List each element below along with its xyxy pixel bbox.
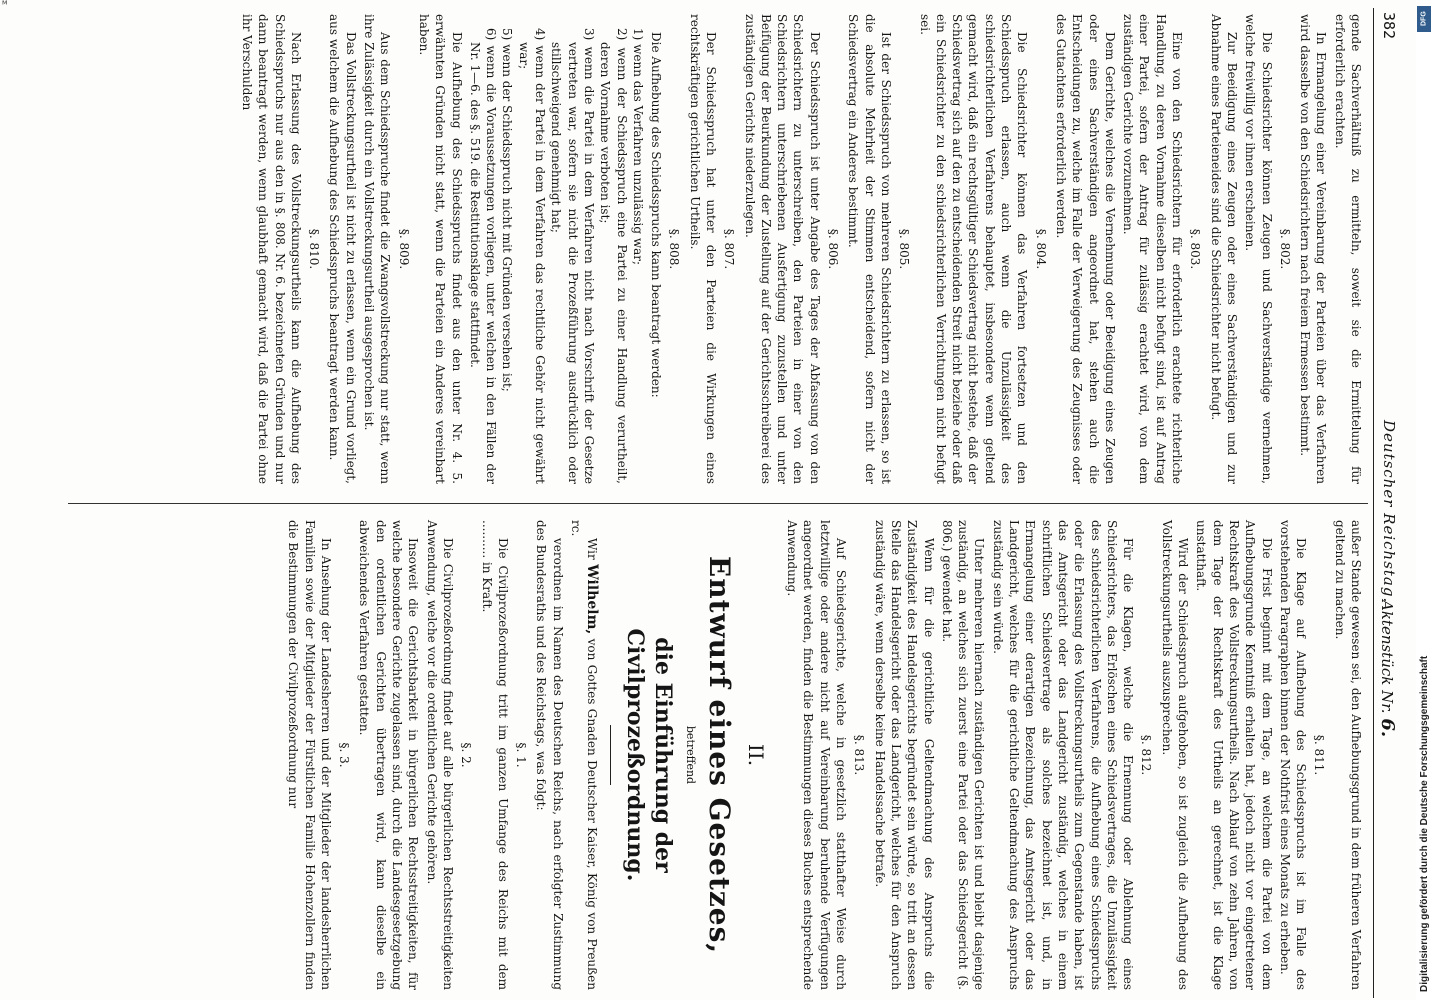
paragraph: außer Stande gewesen sei, den Aufhebungsgrund in dem früheren Verfahren geltend zu machen.: [1332, 520, 1363, 990]
document-subtitle: die Einführung der Civilprozeßordnung.: [622, 628, 677, 882]
section-heading: §. 2.: [459, 742, 474, 768]
header-document-number: [1377, 600, 1398, 737]
preamble: [568, 520, 601, 990]
paragraph: gende Sachverhältniß zu ermitteln, soweit sie die Ermittelung für erforderlich erachten.: [1332, 14, 1363, 484]
section-heading: §. 811.: [1312, 734, 1327, 776]
header-title: Deutscher Reichstag.: [1380, 420, 1398, 604]
list-item: 4) wenn der Partei in dem Verfahren das rechtliche Gehör nicht gewährt war;: [516, 28, 548, 484]
paragraph: Für die Klagen, welche die Ernennung oder Ablehnung eines Schiedsrichters, das Erlöschen eines Schiedsvertrages, die Unzulässigkeit des schiedsrichterlichen Verfahrens, die Aufhebung eines Schiedsspruchs oder die Erlassung des Vollstreckungsurtheils zum Gegenstande haben, ist das Amtsgericht oder das Landgericht zuständig, welches in einem schriftlichen Schiedsvertrage als solches bezeichnet ist, und, in Ermangelung einer derartigen Bezeichnung, das Amtsgericht oder das Landgericht, welches für die gerichtliche Geltendmachung des Anspruchs zuständig sein würde.: [990, 520, 1136, 990]
section-heading: §. 806.: [826, 228, 841, 270]
list-item: 2) wenn der Schiedsspruch eine Partei zu einer Handlung verurtheilt, deren Vornahme verboten ist;: [598, 28, 629, 484]
paragraph: Die Aufhebung des Schiedsspruchs findet aus den unter Nr. 4. 5. erwähnten Gründen nicht statt, wenn die Parteien ein Anderes vereinbart haben.: [416, 14, 464, 484]
paragraph: Das Vollstreckungsurtheil ist nicht zu erlassen, wenn ein Grund vorliegt, aus welchem die Aufhebung des Schiedsspruchs beantragt werden kann.: [327, 14, 358, 484]
paragraph: Eine von den Schiedsrichtern für erforderlich erachtete richterliche Handlung, zu deren Vornahme dieselben nicht befugt sind, ist auf Antrag einer Partei, sofern der Antrag für zulässig erachtet wird, von dem zuständigen Gerichte vorzunehmen.: [1121, 14, 1185, 484]
preamble-name: Wilhelm,: [584, 564, 601, 635]
title-rule: [610, 725, 611, 785]
header-rule: [1373, 8, 1374, 998]
paragraph: Die Frist beginnt mit dem Tage, an welchem die Partei von dem Aufhebungsgrunde Kenntniß erhalten hat, jedoch nicht vor eingetretener Rechtskraft des Vollstreckungsurtheils. Nach Ablauf von zehn Jahren, von dem Tage der Rechtskraft des Urtheils an gerechnet, ist die Klage unstatthaft.: [1194, 520, 1274, 990]
paragraph: Die Civilprozeßordnung findet auf alle bürgerlichen Rechtsstreitigkeiten Anwendung, welche vor die ordentlichen Gerichte gehören.: [424, 520, 455, 990]
dfg-logo: DFG: [1417, 6, 1431, 32]
paragraph: Zur Beeidigung eines Zeugen oder eines Sachverständigen und zur Abnahme eines Parteieneides sind die Schiedsrichter nicht befugt.: [1208, 14, 1239, 484]
paragraph: Die Civilprozeßordnung tritt im ganzen Umfange des Reichs mit dem .......... in Kraft.: [479, 520, 510, 990]
page-number: 382: [1380, 12, 1398, 40]
enumerated-list: [467, 14, 646, 484]
paragraph: Auf Schiedsgerichte, welche in gesetzlich statthafter Weise durch letztwillige oder andere nicht auf Vereinbarung beruhende Verfügungen angeordnet werden, finden die Bestimmungen dieses Buches entsprechende Anwendung.: [785, 520, 849, 990]
header-doc-number: 6.: [1377, 718, 1398, 738]
section-heading: §. 808.: [667, 228, 682, 270]
preamble-pronoun: Wir: [585, 538, 600, 560]
list-item: 5) wenn der Schiedsspruch nicht mit Gründen versehen ist;: [500, 28, 515, 392]
list-item: 1) wenn das Verfahren unzulässig war;: [630, 28, 645, 266]
section-heading: §. 813.: [852, 734, 867, 776]
paragraph: Dem Gerichte, welches die Vernehmung oder Beeidigung eines Zeugen oder eines Sachverständigen angeordnet hat, stehen auch die Entscheidungen zu, welche im Falle der Verweigerung des Zeugnisses oder des Gutachtens erforderlich werden.: [1053, 14, 1117, 484]
section-heading: §. 1.: [514, 742, 529, 768]
paragraph: Die Aufhebung des Schiedsspruchs kann beantragt werden:: [649, 32, 664, 398]
digitization-sidebar: [1416, 0, 1432, 1000]
list-item: 3) wenn die Partei in dem Verfahren nicht nach Vorschrift der Gesetze vertreten war, sofern sie nicht die Prozeßführung ausdrücklich oder stillschweigend genehmigt hat;: [549, 28, 596, 484]
section-heading: §. 810.: [307, 228, 322, 270]
paragraph: Wird der Schiedsspruch aufgehoben, so ist zugleich die Aufhebung des Vollstreckungsurtheils auszusprechen.: [1159, 520, 1191, 990]
section-heading: §. 802.: [1277, 228, 1292, 270]
header-doc-label: Aktenstück Nr.: [1378, 600, 1396, 714]
paragraph: In Ermangelung einer Vereinbarung der Parteien über das Verfahren wird dasselbe von den Schiedsrichtern nach freiem Ermessen bestimmt.: [1298, 14, 1329, 484]
paragraph: Der Schiedsspruch hat unter den Parteien die Wirkungen eines rechtskräftigen gerichtlichen Urtheils.: [687, 14, 719, 484]
left-column: [34, 14, 1364, 484]
section-heading: §. 3.: [337, 742, 352, 768]
part-numeral: II.: [743, 743, 768, 767]
digitization-credit: Digitalisierung gefördert durch die Deutsche Forschungsgemeinschaft: [1419, 655, 1430, 992]
section-heading: §. 807.: [722, 228, 737, 270]
corner-mark: ᴹ: [2, 0, 8, 11]
section-heading: §. 803.: [1188, 228, 1203, 270]
paragraph: Unter mehreren hiernach zuständigen Gerichten ist und bleibt dasjenige zuständig, an welches sich zuerst eine Partei oder das Schiedsgericht (§. 806.) gewendet hat.: [939, 520, 987, 990]
paragraph: Ist der Schiedsspruch von mehreren Schiedsrichtern zu erlassen, so ist die absolute Mehrheit der Stimmen entscheidend, sofern nicht der Schiedsvertrag ein Anderes bestimmt.: [846, 14, 893, 484]
title-connector: betreffend: [683, 725, 697, 785]
paragraph: Wenn für die gerichtliche Geltendmachung des Anspruchs die Zuständigkeit des Handelsgerichts begründet sein würde, so tritt an dessen Stelle das Handelsgericht oder das Landgericht, welches für den Anspruch zuständig wäre, wenn derselbe keine Handelssache betrafe.: [872, 520, 936, 990]
right-column: [34, 520, 1364, 990]
paragraph: Die Schiedsrichter können Zeugen und Sachverständige vernehmen, welche freiwillig vor ihnen erscheinen.: [1243, 14, 1274, 484]
document-page: [16, 0, 1416, 1000]
section-heading: §. 809.: [396, 228, 411, 270]
paragraph: Die Schiedsrichter können das Verfahren fortsetzen und den Schiedsspruch erlassen, auch wenn die Unzulässigkeit des schiedsrichterlichen Verfahrens behauptet, insbesondere wenn geltend gemacht wird, daß ein rechtsgültiger Schiedsvertrag nicht bestehe, daß der Schiedsvertrag sich auf den zu entscheidenden Streit nicht beziehe oder daß ein Schiedsrichter zu den schiedsrichterlichen Verrichtungen nicht befugt sei.: [917, 14, 1030, 485]
preamble-rest: von Gottes Gnaden Deutscher Kaiser, König von Preußen rc.: [569, 520, 600, 990]
paragraph: In Ansehung der Landesherren und der Mitglieder der landesherrlichen Familien sowie der Mitglieder der Fürstlichen Familie Hohenzollern finden die Bestimmungen der Civilprozeßordnung nur: [286, 520, 333, 990]
paragraph: Nach Erlassung des Vollstreckungsurtheils kann die Aufhebung des Schiedsspruchs nur aus den in §. 808. Nr. 6. bezeichneten Gründen und nur dann beantragt werden, wenn glaubhaft gemacht wird, daß die Partei ohne ihr Verschulden: [240, 14, 303, 484]
list-item: 6) wenn die Voraussetzungen vorliegen, unter welchen in den Fällen der Nr. 1—6. des §. 519. die Restitutionsklage stattfindet.: [467, 28, 499, 484]
paragraph: Die Klage auf Aufhebung des Schiedsspruchs ist im Falle des vorstehenden Paragraphen binnen der Nothfrist eines Monats zu erheben.: [1277, 520, 1309, 990]
section-heading: §. 812.: [1139, 734, 1154, 776]
section-heading: §. 805.: [897, 228, 912, 270]
column-divider: [68, 503, 1368, 504]
paragraph: Der Schiedsspruch ist unter Angabe des Tages der Abfassung von den Schiedsrichtern zu unterschreiben, den Parteien in einer von den Schiedsrichtern unterschriebenen Ausfertigung zuzustellen und unter Beifügung der Beurkundung der Zustellung auf der Gerichtsschreiberei des zuständigen Gerichts niederzulegen.: [742, 14, 822, 484]
document-title: Entwurf eines Gesetzes,: [702, 555, 736, 955]
paragraph: Aus dem Schiedsspruche findet die Zwangsvollstreckung nur statt, wenn ihre Zulässigkeit durch ein Vollstreckungsurtheil ausgesprochen ist.: [362, 14, 393, 484]
paragraph: verordnen im Namen des Deutschen Reichs, nach erfolgter Zustimmung des Bundesraths und des Reichstags, was folgt:: [534, 520, 565, 990]
section-heading: §. 804.: [1033, 228, 1048, 270]
paragraph: Insoweit die Gerichtsbarkeit in bürgerlichen Rechtsstreitigkeiten, für welche besondere Gerichte zugelassen sind, durch die Landesgesetzgebung den ordentlichen Gerichten übertragen wird, kann dieselbe ein abweichendes Verfahren gestatten.: [357, 520, 421, 990]
page-header: [1376, 0, 1398, 1000]
